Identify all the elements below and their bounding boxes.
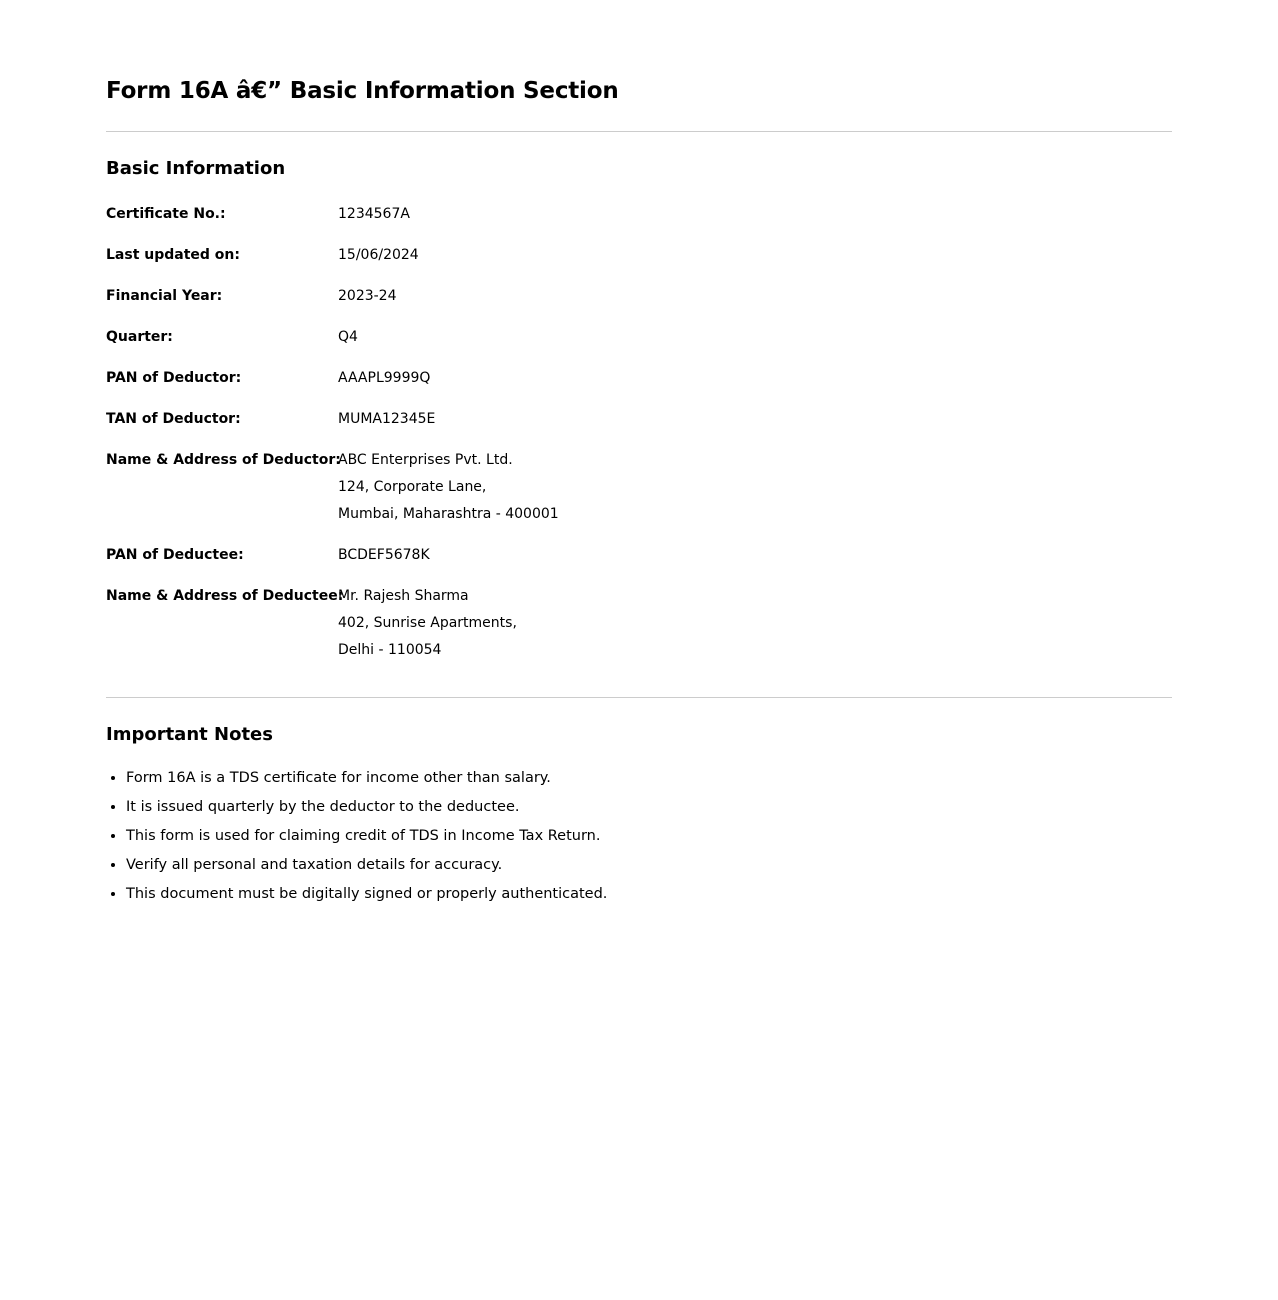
deductee-address-label: Name & Address of Deductee: [106,588,344,604]
last-updated-label: Last updated on: [106,247,240,263]
pan-deductor-value: AAAPL9999Q [338,370,431,386]
deductor-address-label: Name & Address of Deductor: [106,452,341,468]
certificate-no-label: Certificate No.: [106,206,226,222]
quarter-value: Q4 [338,329,358,345]
deductor-name-line: ABC Enterprises Pvt. Ltd. [338,452,513,468]
tan-deductor-label: TAN of Deductor: [106,411,241,427]
notes-divider [106,697,1172,698]
tan-deductor-value: MUMA12345E [338,411,436,427]
important-notes-heading: Important Notes [106,724,273,745]
important-notes-list [106,764,607,909]
deductee-name-line: Mr. Rajesh Sharma [338,588,469,604]
list-item: • It is issued quarterly by the deductor to the deductee. [126,793,607,822]
pan-deductee-row [106,542,559,569]
pan-deductee-label: PAN of Deductee: [106,547,244,563]
deductor-address-row [106,447,559,528]
certificate-no-value: 1234567A [338,206,410,222]
certificate-no-row [106,201,559,228]
quarter-row [106,324,559,351]
list-item: • This document must be digitally signed or properly authenticated. [126,880,607,909]
deductor-street-line: 124, Corporate Lane, [338,479,487,495]
financial-year-value: 2023-24 [338,288,397,304]
pan-deductor-row [106,365,559,392]
list-item: • Verify all personal and taxation details for accuracy. [126,851,607,880]
deductee-street-line: 402, Sunrise Apartments, [338,615,517,631]
page-title: Form 16A â€” Basic Information Section [106,78,619,104]
deductor-address-value [338,447,559,528]
financial-year-row [106,283,559,310]
financial-year-label: Financial Year: [106,288,223,304]
tan-deductor-row [106,406,559,433]
deductee-address-row [106,583,559,664]
pan-deductor-label: PAN of Deductor: [106,370,242,386]
basic-info-table [106,201,559,678]
quarter-label: Quarter: [106,329,173,345]
basic-info-heading: Basic Information [106,158,286,179]
deductee-address-value [338,583,517,664]
last-updated-row [106,242,559,269]
list-item: • This form is used for claiming credit of TDS in Income Tax Return. [126,822,607,851]
deductor-city-line: Mumbai, Maharashtra - 400001 [338,506,559,522]
deductee-city-line: Delhi - 110054 [338,642,442,658]
pan-deductee-value: BCDEF5678K [338,547,430,563]
last-updated-value: 15/06/2024 [338,247,419,263]
list-item: • Form 16A is a TDS certificate for income other than salary. [126,764,607,793]
title-divider [106,131,1172,132]
